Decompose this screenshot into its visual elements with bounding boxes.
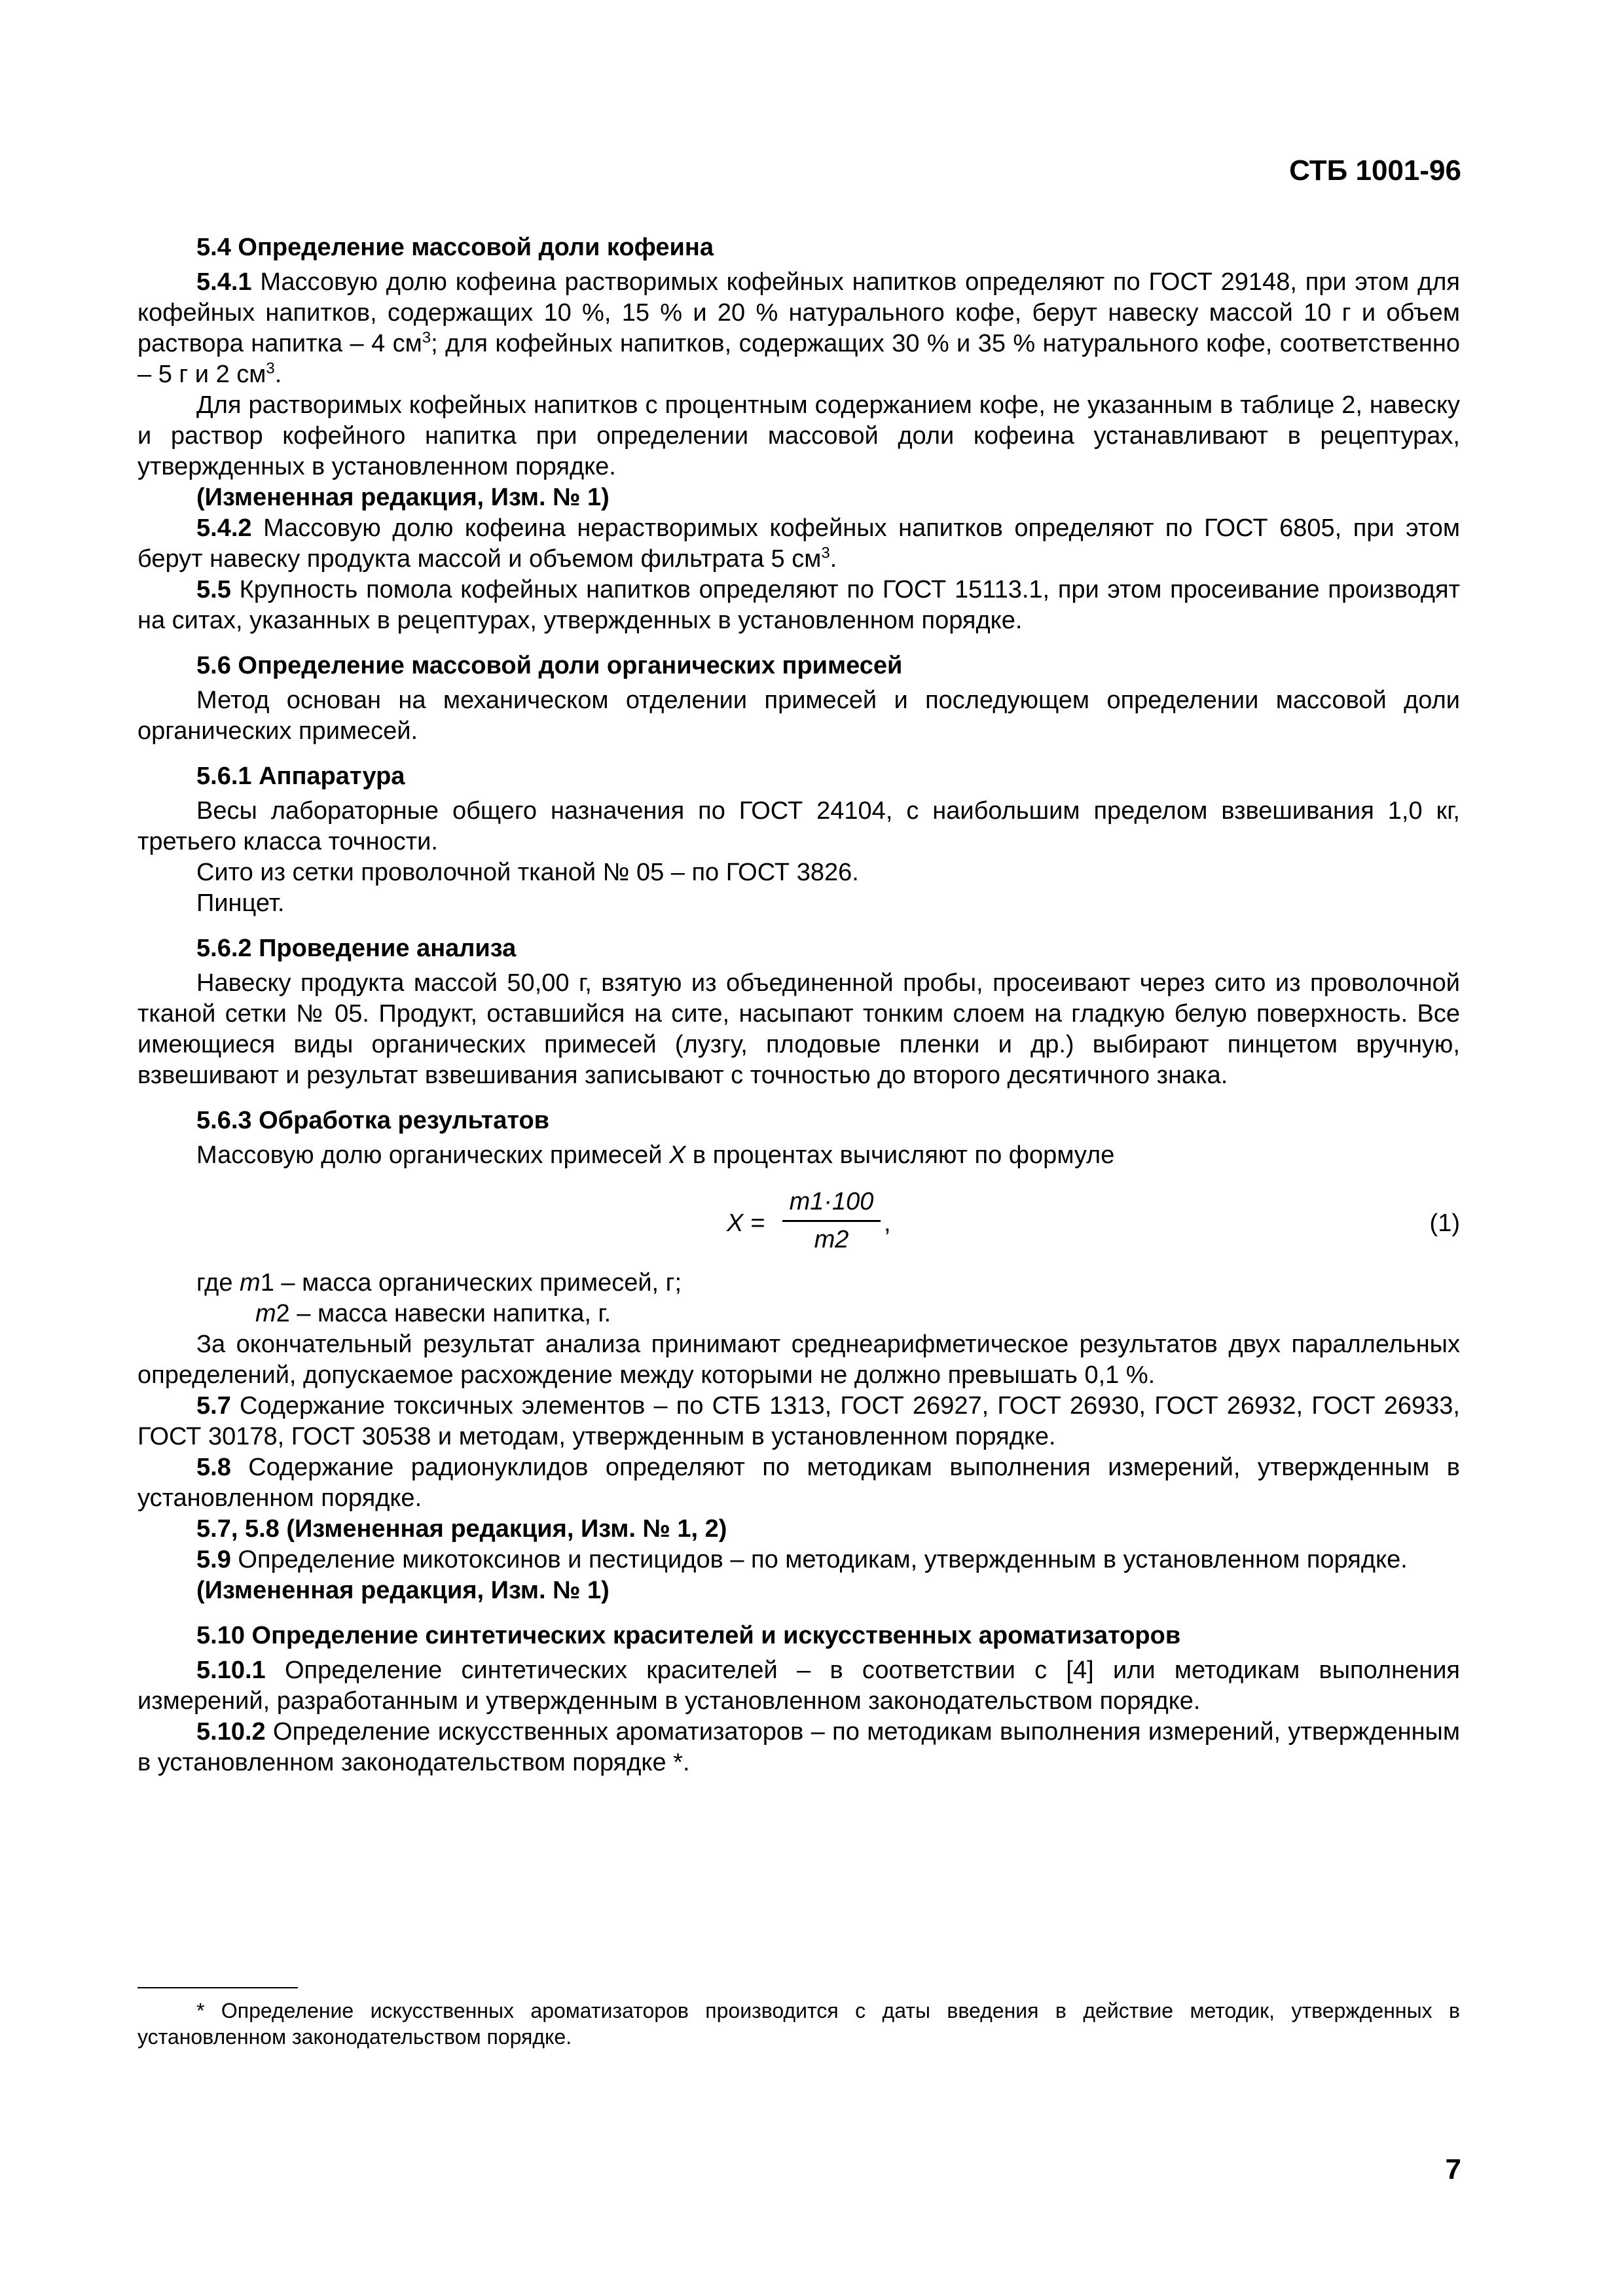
clause-number: 5.10.1 (196, 1657, 266, 1684)
clause-number: 5.4.1 (196, 268, 252, 296)
apparatus-tweezers: Пинцет. (196, 889, 285, 917)
subsection-5-6-2-heading: 5.6.2 Проведение анализа (196, 935, 517, 962)
subsection-5-6-1-heading: 5.6.1 Аппаратура (196, 762, 405, 790)
clause-5-10-2: 5.10.2 Определение искусственных ароматизаторов – по методикам выполнения измерений, утвержденным в установленном законодательством порядке *. (137, 1718, 1460, 1776)
apparatus-scales: Весы лабораторные общего назначения по ГОСТ 24104, с наибольшим пределом взвешивания 1,0 кг, третьего класса точности. (137, 797, 1460, 855)
amendment-note: (Измененная редакция, Изм. № 1) (196, 1577, 610, 1604)
footnote-divider (137, 1987, 298, 1988)
section-5-4-heading: 5.4 Определение массовой доли кофеина (196, 234, 714, 261)
section-5-6-heading: 5.6 Определение массовой доли органических примесей (196, 652, 903, 679)
clause-5-7: 5.7 Содержание токсичных элементов – по СТБ 1313, ГОСТ 26927, ГОСТ 26930, ГОСТ 26932, ГОСТ 26933, ГОСТ 30178, ГОСТ 30538 и методам, утвержденным в установленном порядке. (137, 1392, 1460, 1450)
analysis-procedure: Навеску продукта массой 50,00 г, взятую из объединенной пробы, просеивают через сито из проволочной тканой сетки № 05. Продукт, оставшийся на сите, насыпают тонким слоем на гладкую белую поверхность. Все имеющиеся виды органических примесей (лузгу, плодовые пленки и др.) выбирают пинцетом вручную, взвешивают и результат взвешивания записывают с точностью до второго десятичного знака. (137, 969, 1460, 1089)
clause-5-8: 5.8 Содержание радионуклидов определяют по методикам выполнения измерений, утвержденным в установленном порядке. (137, 1454, 1460, 1512)
document-code: СТБ 1001-96 (1289, 154, 1461, 187)
clause-number: 5.5 (196, 576, 231, 603)
clause-5-9: 5.9 Определение микотоксинов и пестицидов – по методикам, утвержденным в установленном порядке. (196, 1546, 1408, 1573)
clause-5-4-1: 5.4.1 Массовую долю кофеина растворимых кофейных напитков определяют по ГОСТ 29148, при этом для кофейных напитков, содержащих 10 %, 15 % и 20 % натурального кофе, берут навеску массой 10 г и объем раствора напитка – 4 $см^3$; для кофейных напитков, содержащих 30 % и 35 % натурального кофе, соответственно – 5 г и 2 $см^3$. (137, 268, 1460, 388)
clause-number: 5.10.2 (196, 1718, 266, 1746)
method-intro: Метод основан на механическом отделении примесей и последующем определении массовой доли органических примесей. (137, 687, 1460, 745)
formula-fraction (782, 1187, 881, 1255)
clause-number: 5.9 (196, 1546, 231, 1573)
clause-number: 5.8 (196, 1454, 231, 1481)
apparatus-sieve: Сито из сетки проволочной тканой № 05 – по ГОСТ 3826. (196, 859, 859, 886)
amendment-note: (Измененная редакция, Изм. № 1) (196, 484, 610, 511)
clause-5-5: 5.5 Крупность помола кофейных напитков определяют по ГОСТ 15113.1, при этом просеивание производят на ситах, указанных в рецептурах, утвержденных в установленном порядке. (137, 576, 1460, 634)
formula-number: (1) (1429, 1210, 1460, 1237)
formula-numerator: m1·100 (782, 1187, 881, 1222)
clause-5-4-1-paragraph-2: Для растворимых кофейных напитков с процентным содержанием кофе, не указанным в таблице 2, навеску и раствор кофейного напитка при определении массовой доли кофеина устанавливают в рецептурах, утвержденных в установленном порядке. (137, 391, 1460, 480)
clause-5-10-1: 5.10.1 Определение синтетических красителей – в соответствии с [4] или методикам выполнения измерений, разработанным и утвержденным в установленном законодательством порядке. (137, 1657, 1460, 1715)
section-5-10-heading: 5.10 Определение синтетических красителей и искусственных ароматизаторов (196, 1622, 1181, 1649)
footnote: * Определение искусственных ароматизаторов производится с даты введения в действие методик, утвержденных в установленном законодательством порядке. (137, 1999, 1460, 2049)
clause-number: 5.7 (196, 1392, 231, 1420)
formula-lhs: X = (727, 1210, 765, 1237)
subsection-5-6-3-heading: 5.6.3 Обработка результатов (196, 1107, 550, 1134)
clause-5-4-2: 5.4.2 Массовую долю кофеина нерастворимых кофейных напитков определяют по ГОСТ 6805, при этом берут навеску продукта массой и объемом фильтрата 5 $см^3$. (137, 514, 1460, 573)
clause-number: 5.4.2 (196, 514, 252, 542)
where-m2: m2 – масса навески напитка, г. (255, 1300, 611, 1327)
document-body (137, 232, 1460, 1778)
formula-denominator: m2 (814, 1226, 849, 1253)
where-m1: где m1 – масса органических примесей, г; (196, 1269, 682, 1297)
formula-1 (137, 1187, 1460, 1259)
amendment-note: 5.7, 5.8 (Измененная редакция, Изм. № 1, 2) (196, 1515, 727, 1543)
final-result-note: За окончательный результат анализа принимают среднеарифметическое результатов двух параллельных определений, допускаемое расхождение между которыми не должно превышать 0,1 %. (137, 1331, 1460, 1389)
page-number: 7 (1445, 2153, 1461, 2185)
formula-comma: , (884, 1210, 891, 1237)
calculation-intro: Массовую долю органических примесей X в процентах вычисляют по формуле (196, 1141, 1115, 1169)
